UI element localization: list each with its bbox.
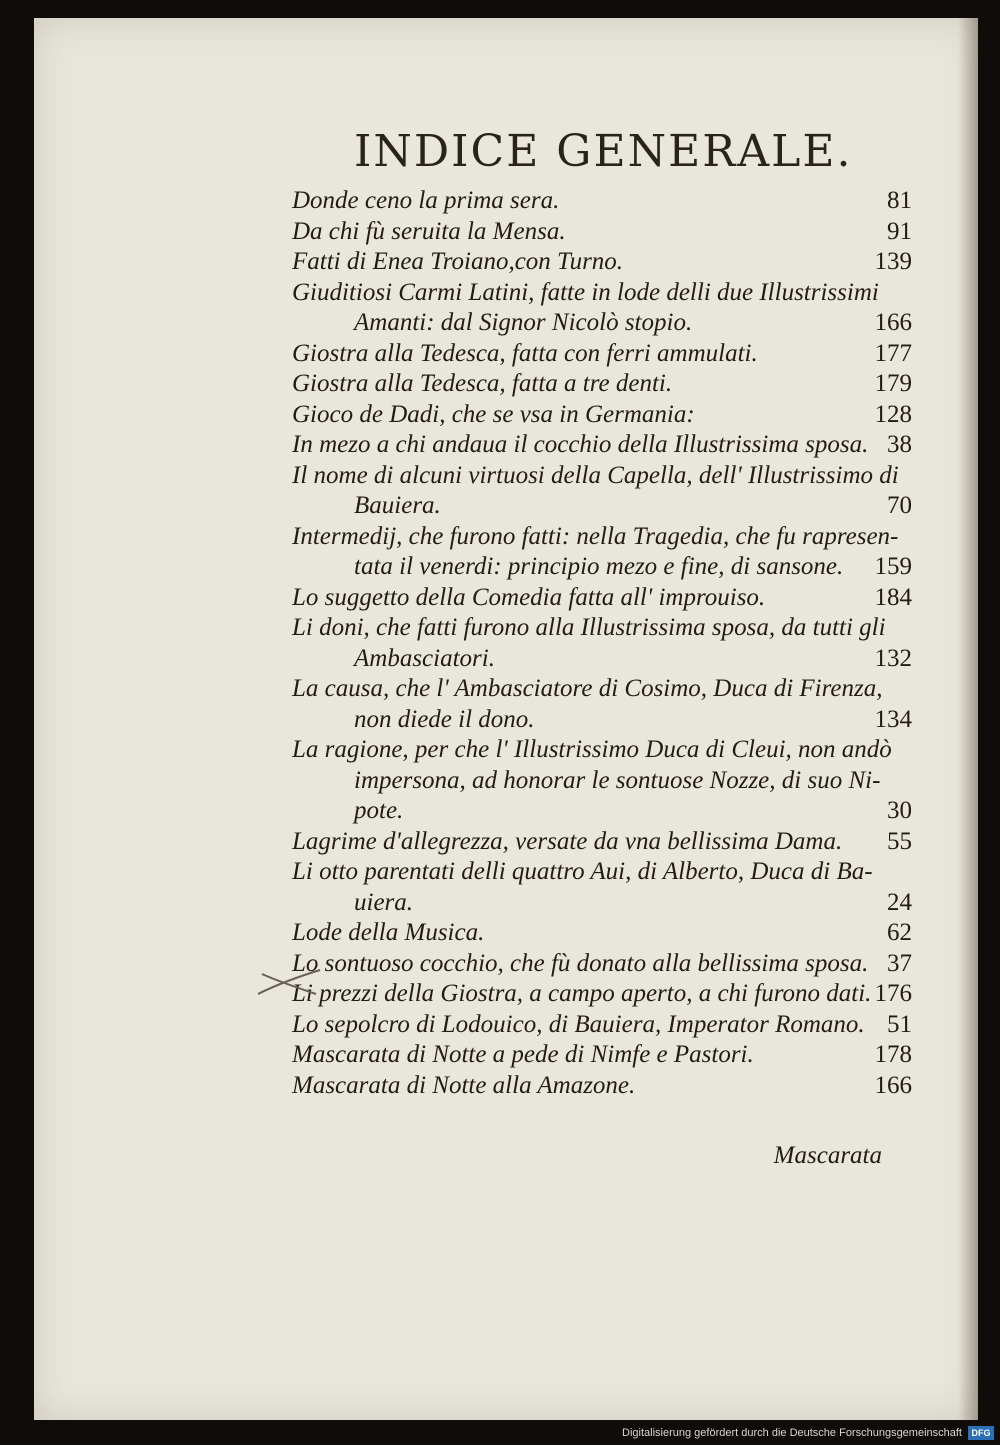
index-entry-page-number: 166 <box>874 1071 912 1099</box>
index-entry-text: Giuditiosi Carmi Latini, fatte in lode delli due Illustrissimi <box>292 278 879 306</box>
index-entry-page-number: 128 <box>874 400 912 428</box>
index-entry-text: Amanti: dal Signor Nicolò stopio. <box>354 309 693 336</box>
index-entry-page-number: 51 <box>887 1010 912 1038</box>
index-entry-page-number: 177 <box>874 339 912 367</box>
index-entry-text: La ragione, per che l' Illustrissimo Duca di Cleui, non andò <box>292 736 892 763</box>
catchword: Mascarata <box>773 1142 882 1169</box>
index-entry-text: Il nome di alcuni virtuosi della Capella, dell' Illustrissimo di <box>292 461 899 489</box>
index-entry <box>292 339 912 370</box>
index-entry-text: Lode della Musica. <box>292 919 485 946</box>
index-entry-text: La causa, che l' Ambasciatore di Cosimo, Duca di Firenza, <box>292 675 883 702</box>
index-entry <box>292 247 912 278</box>
index-entry <box>292 186 912 217</box>
book-page <box>34 18 978 1420</box>
index-entry-text: non diede il dono. <box>354 705 535 733</box>
index-entry <box>292 1010 912 1041</box>
index-entry <box>292 430 912 461</box>
index-entry-page-number: 62 <box>887 919 912 946</box>
dfg-credit-text: Digitalisierung gefördert durch die Deutsche Forschungsgemeinschaft <box>622 1427 962 1439</box>
dfg-credit-bar <box>0 1421 1000 1445</box>
index-entry <box>292 369 912 400</box>
index-entry-text: Da chi fù seruita la Mensa. <box>292 217 566 245</box>
index-entry-page-number: 166 <box>874 309 912 336</box>
index-entry-text: Mascarata di Notte a pede di Nimfe e Pastori. <box>292 1041 754 1068</box>
index-entry-text: tata il venerdi: principio mezo e fine, di sansone. <box>354 553 844 580</box>
index-entry <box>292 583 912 614</box>
index-entry-text: Gioco de Dadi, che se vsa in Germania: <box>292 400 695 428</box>
index-entry-text: uiera. <box>354 888 414 916</box>
dfg-logo-icon: DFG <box>968 1426 994 1440</box>
index-entry-page-number: 132 <box>874 644 912 672</box>
index-entry-text: Fatti di Enea Troiano,con Turno. <box>292 248 624 275</box>
index-entry-text: Li doni, che fatti furono alla Illustrissima sposa, da tutti gli <box>292 614 886 641</box>
index-entry-text: Ambasciatori. <box>354 644 495 672</box>
index-heading: INDICE GENERALE. <box>354 126 853 177</box>
index-entry-page-number: 70 <box>887 492 912 519</box>
page-edge-shadow <box>958 18 978 1420</box>
index-entry <box>292 278 912 339</box>
index-entry <box>292 400 912 431</box>
index-entry-text: Donde ceno la prima sera. <box>292 187 560 214</box>
index-entry <box>292 857 912 918</box>
index-entry-text: In mezo a chi andaua il cocchio della Illustrissima sposa. <box>292 431 869 458</box>
index-entry <box>292 217 912 248</box>
index-entry-page-number: 179 <box>874 370 912 397</box>
index-entry-page-number: 159 <box>874 553 912 580</box>
index-entry <box>292 613 912 674</box>
index-entry-text: Intermedij, che furono fatti: nella Tragedia, che fu rapresen- <box>292 522 899 550</box>
index-entry <box>292 949 912 980</box>
index-entry-text: Li otto parentati delli quattro Aui, di Alberto, Duca di Ba- <box>292 858 873 885</box>
index-entry <box>292 735 912 827</box>
index-entry <box>292 918 912 949</box>
index-entry-page-number: 81 <box>887 187 912 214</box>
index-entry <box>292 827 912 858</box>
index-entry-text: Lo sepolcro di Lodouico, di Bauiera, Imperator Romano. <box>292 1010 865 1038</box>
index-entry-text: Giostra alla Tedesca, fatta con ferri ammulati. <box>292 339 758 367</box>
index-entry-text: Giostra alla Tedesca, fatta a tre denti. <box>292 370 673 397</box>
index-entry-text: Bauiera. <box>354 492 441 519</box>
index-entry-text: Lo sontuoso cocchio, che fù donato alla bellissima sposa. <box>292 949 869 977</box>
index-entries <box>292 186 912 1101</box>
index-entry-page-number: 139 <box>874 248 912 275</box>
index-entry-page-number: 24 <box>887 888 912 916</box>
index-entry-text: Mascarata di Notte alla Amazone. <box>292 1071 636 1099</box>
index-entry-page-number: 176 <box>874 980 912 1007</box>
index-entry-text: Lagrime d'allegrezza, versate da vna bellissima Dama. <box>292 827 843 855</box>
index-entry <box>292 979 912 1010</box>
index-entry-page-number: 37 <box>887 949 912 977</box>
index-entry-page-number: 91 <box>887 217 912 245</box>
pen-mark-icon <box>254 964 324 998</box>
index-entry <box>292 674 912 735</box>
index-entry-text: Lo suggetto della Comedia fatta all' improuiso. <box>292 583 766 611</box>
index-entry-page-number: 178 <box>874 1041 912 1068</box>
index-entry-page-number: 184 <box>874 583 912 611</box>
index-entry-text: impersona, ad honorar le sontuose Nozze, di suo Ni- <box>354 766 881 794</box>
index-entry-page-number: 30 <box>887 797 912 824</box>
index-entry-page-number: 134 <box>874 705 912 733</box>
index-entry <box>292 522 912 583</box>
index-entry-text: Li prezzi della Giostra, a campo aperto, a chi furono dati. <box>292 980 872 1007</box>
index-entry-text: pote. <box>354 797 404 824</box>
index-entry <box>292 1071 912 1102</box>
index-entry <box>292 461 912 522</box>
index-entry-page-number: 55 <box>887 827 912 855</box>
index-entry <box>292 1040 912 1071</box>
index-entry-page-number: 38 <box>887 431 912 458</box>
